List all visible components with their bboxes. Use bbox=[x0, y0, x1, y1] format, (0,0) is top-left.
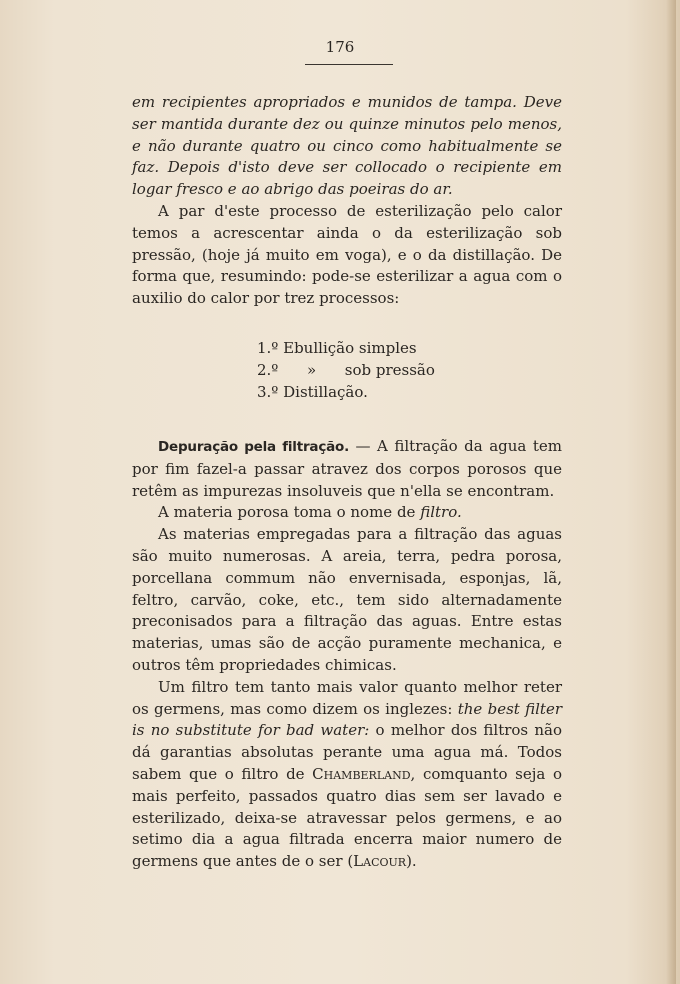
filtration-section bbox=[132, 436, 562, 873]
list-item: 2.º » sob pressão bbox=[257, 360, 435, 379]
paragraph-filter-materials: As materias empregadas para a filtração das aguas são muito numerosas. A areia, terra, pedra porosa, porcellana commum não envernisada, esponjas, lã, feltro, carvão, coke, etc., tem sido alternadamente preconisados para a filtração das aguas. Entre estas materias, umas são de acção puramente mechanica, e outros têm propriedades chimicas. bbox=[132, 525, 562, 674]
list-item: 1.º Ebullição simples bbox=[257, 339, 417, 357]
paragraph-filter-value bbox=[132, 677, 562, 873]
filter-definition-text: A materia porosa toma o nome de bbox=[158, 503, 421, 522]
paragraph-filtration-intro bbox=[132, 436, 562, 502]
name-chamberland: Chamberland bbox=[312, 764, 411, 783]
page-number: 176 bbox=[325, 38, 355, 56]
list-item: 3.º Distillação. bbox=[257, 382, 368, 401]
italic-paragraph bbox=[132, 92, 562, 201]
filter-term: filtro. bbox=[420, 503, 462, 522]
filter-value-text-b: o melhor dos filtros não dá garantias absolutas perante uma agua má. Todos sabem que o filtro de bbox=[132, 721, 562, 783]
process-list bbox=[257, 338, 435, 403]
filter-value-text-d: ). bbox=[406, 852, 417, 871]
filter-value-text-c: , comquanto seja o mais perfeito, passados quatro dias sem ser lavado e esterilizado, deixa-se atravessar pelos germens, e ao setimo dia a agua filtrada encerra maior numero de germens que antes de o ser ( bbox=[132, 764, 562, 871]
page-number-rule bbox=[305, 64, 393, 65]
paragraph-processes-text: A par d'este processo de esterilização pelo calor temos a acrescentar ainda o da esterilização sob pressão, (hoje já muito em voga), e o da distillação. De forma que, resumindo: pode-se esterilizar a agua com o auxilio do calor por trez processos: bbox=[132, 202, 562, 308]
page-edge-shadow bbox=[666, 0, 676, 984]
section-heading: Depuração pela filtração. bbox=[158, 439, 350, 455]
paragraph-sterilization-continued: em recipientes apropriados e munidos de tampa. Deve ser mantida durante dez ou quinze minutos pelo menos, e não durante quatro ou cinco como habitualmente se faz. Depois d'isto deve ser collocado o recipiente em logar fresco e ao abrigo das poeiras do ar. bbox=[132, 93, 562, 199]
english-quote: the best filter is no substitute for bad water: bbox=[132, 699, 563, 740]
filter-value-text-a: Um filtro tem tanto mais valor quanto melhor reter os germens, mas como dizem os inglezes: bbox=[132, 677, 562, 718]
paragraph-filter-definition bbox=[132, 502, 562, 524]
name-lacour: Lacour bbox=[353, 852, 407, 871]
paragraph-processes bbox=[132, 201, 562, 310]
filtration-intro-text: — A filtração da agua tem por fim fazel-a passar atravez dos corpos porosos que retêm as impurezas insoluveis que n'ella se encontram. bbox=[132, 437, 562, 500]
